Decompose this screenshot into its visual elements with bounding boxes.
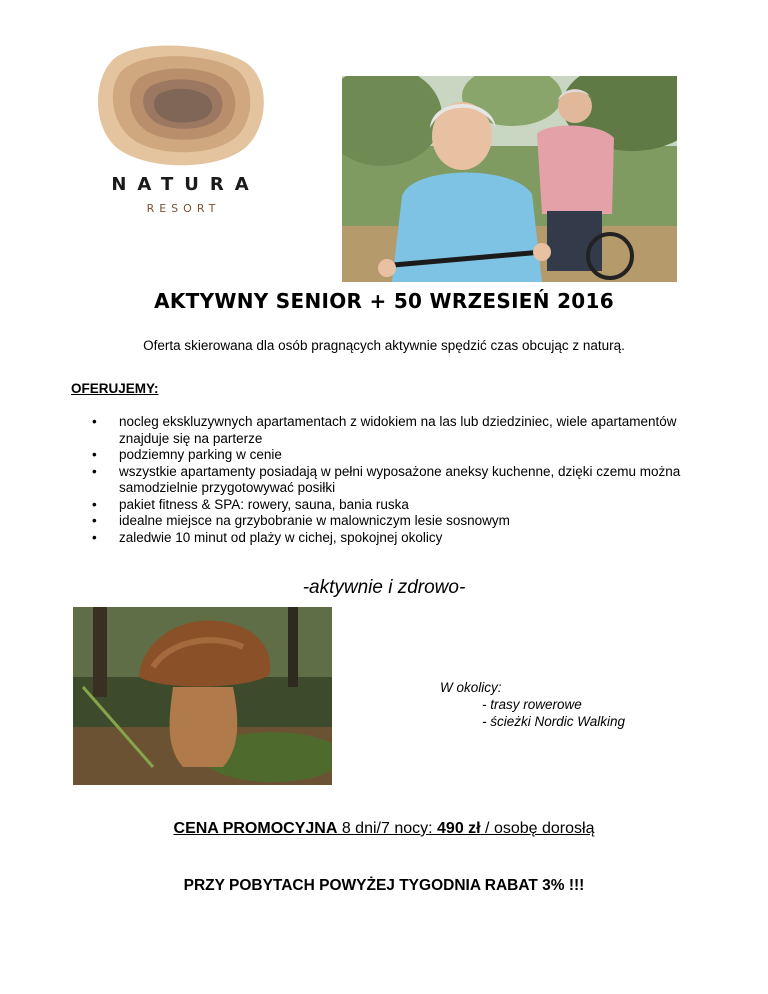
offer-subtitle: Oferta skierowana dla osób pragnących aktywnie spędzić czas obcując z naturą.: [143, 338, 625, 353]
nearby-heading: W okolicy:: [440, 680, 502, 695]
offer-list: [92, 414, 692, 546]
price-unit: / osobę dorosłą: [480, 820, 595, 837]
motto: -aktywnie i zdrowo-: [302, 577, 466, 598]
price-line: [0, 820, 768, 838]
offer-item: • wszystkie apartamenty posiadają w pełni wyposażone aneksy kuchenne, dzięki czemu można samodzielnie przygotowywać posiłki: [92, 464, 692, 497]
price-duration: 8 dni/7 nocy:: [337, 820, 438, 837]
senior-cyclists-photo: [342, 76, 677, 282]
nearby-item: - ścieżki Nordic Walking: [482, 714, 626, 729]
offer-section-heading: OFERUJEMY:: [71, 381, 159, 396]
price-amount: 490 zł: [437, 820, 481, 837]
offer-item: • podziemny parking w cenie: [92, 447, 692, 464]
brand-subtitle: RESORT: [146, 202, 221, 215]
brand-name: NATURA: [111, 174, 260, 195]
price-label: CENA PROMOCYJNA: [173, 820, 338, 837]
offer-item: • nocleg ekskluzywnych apartamentach z widokiem na las lub dziedziniec, wiele apartamentów znajduje się na parterze: [92, 414, 692, 447]
offer-item: • zaledwie 10 minut od plaży w cichej, spokojnej okolicy: [92, 530, 692, 547]
offer-item: • idealne miejsce na grzybobranie w malowniczym lesie sosnowym: [92, 513, 692, 530]
nearby-item: - trasy rowerowe: [482, 697, 582, 712]
discount-notice: PRZY POBYTACH POWYŻEJ TYGODNIA RABAT 3% !!!: [183, 877, 585, 894]
nearby-section: [440, 679, 625, 730]
resort-logo: [95, 40, 267, 220]
offer-item: • pakiet fitness & SPA: rowery, sauna, bania ruska: [92, 497, 692, 514]
wood-rings-logo-icon: [95, 40, 267, 168]
mushroom-photo: [73, 607, 332, 785]
offer-headline: AKTYWNY SENIOR + 50 WRZESIEŃ 2016: [154, 289, 614, 313]
